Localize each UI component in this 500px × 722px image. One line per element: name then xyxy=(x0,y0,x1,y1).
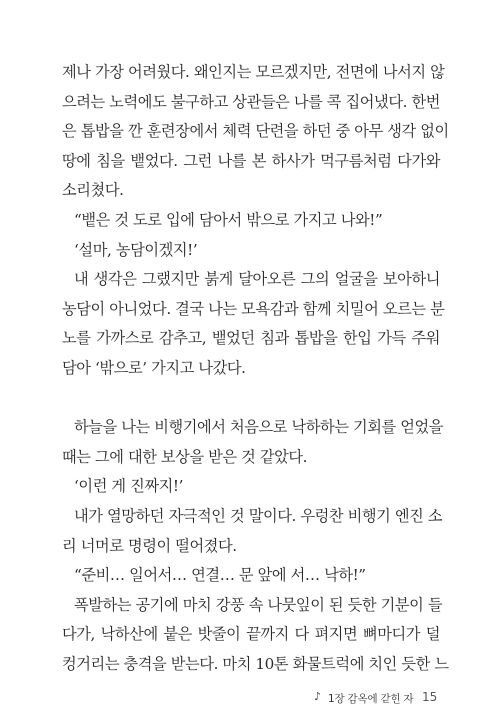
paragraph-line: 은 톱밥을 깐 훈련장에서 체력 단련을 하던 중 아무 생각 없이 xyxy=(62,122,449,141)
quote-line: “준비… 일어서… 연결… 문 앞에 서… 낙하!” xyxy=(74,566,366,585)
paragraph-line: 하늘을 나는 비행기에서 처음으로 낙하하는 기회를 얻었을 xyxy=(74,418,444,437)
paragraph-line: 내 생각은 그랬지만 붉게 달아오른 그의 얼굴을 보아하니 xyxy=(74,270,440,289)
paragraph-line: 다가, 낙하산에 붙은 밧줄이 끝까지 다 펴지면 뼈마디가 덜 xyxy=(62,625,440,644)
quote-line: ‘이런 게 진짜지!’ xyxy=(74,477,184,496)
paragraph-line: 땅에 침을 뱉었다. 그런 나를 본 하사가 먹구름처럼 다가와 xyxy=(62,151,440,170)
paragraph-line: 소리쳤다. xyxy=(62,181,124,200)
paragraph-line: 노를 가까스로 감추고, 뱉었던 침과 톱밥을 한입 가득 주워 xyxy=(62,329,440,348)
page-footer xyxy=(0,688,500,708)
music-note-icon: ♪ xyxy=(314,690,322,703)
paragraph-line: 때는 그에 대한 보상을 받은 것 같았다. xyxy=(62,447,308,466)
paragraph-line: 폭발하는 공기에 마치 강풍 속 나뭇잎이 된 듯한 기분이 들 xyxy=(74,595,443,614)
paragraph-line: 으려는 노력에도 불구하고 상관들은 나를 콕 집어냈다. 한번 xyxy=(62,92,440,111)
paragraph-line: 리 너머로 명령이 떨어졌다. xyxy=(62,536,237,555)
quote-line: “뱉은 것 도로 입에 담아서 밖으로 가지고 나와!” xyxy=(74,210,383,229)
paragraph-line: 내가 열망하던 자극적인 것 말이다. 우렁찬 비행기 엔진 소 xyxy=(74,506,443,525)
page-body xyxy=(62,58,449,679)
paragraph-line: 제나 가장 어려웠다. 왜인지는 모르겠지만, 전면에 나서지 않 xyxy=(62,63,445,81)
chapter-title: 1장 감옥에 갇힌 자 xyxy=(328,693,414,705)
page-number: 15 xyxy=(422,690,438,704)
paragraph-line: 담아 ‘밖으로’ 가지고 나갔다. xyxy=(62,358,246,377)
paragraph-line: 컹거리는 충격을 받는다. 마치 10톤 화물트럭에 치인 듯한 느 xyxy=(62,654,449,673)
quote-line: ‘설마, 농담이겠지!’ xyxy=(74,240,198,259)
section-break xyxy=(62,384,440,414)
paragraph-line: 농담이 아니었다. 결국 나는 모욕감과 함께 치밀어 오르는 분 xyxy=(62,299,445,318)
